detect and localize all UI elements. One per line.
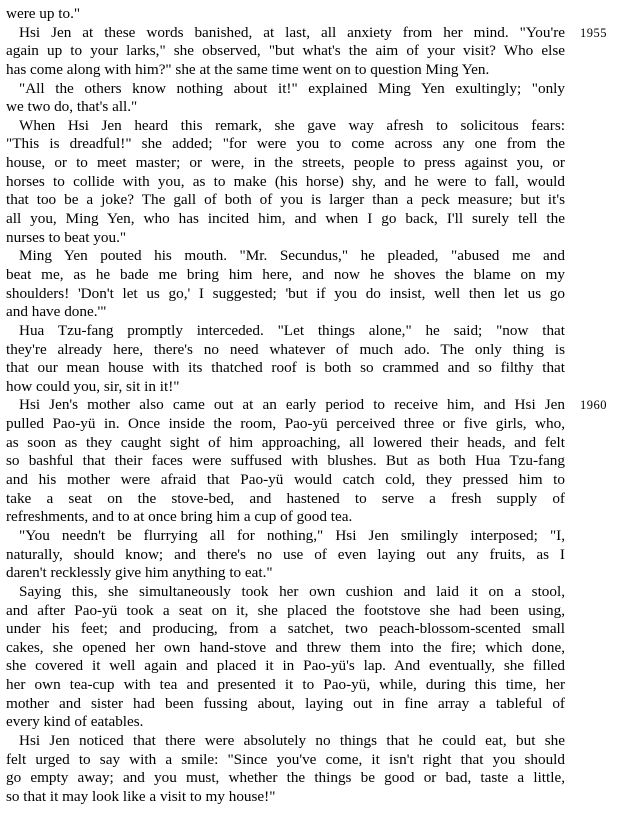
text-column: [6, 5, 607, 807]
text-line-content: Ming Yen pouted his mouth. "Mr. Secundus," he pleaded, "abused me and: [19, 247, 565, 265]
text-line: [6, 154, 565, 173]
text-line: [6, 210, 565, 229]
text-line-content: and his mother were afraid that Pao-yü would catch cold, they pressed him to: [6, 471, 565, 489]
text-line-content: "All the others know nothing about it!" explained Ming Yen exultingly; "only: [19, 79, 565, 97]
text-line: [6, 546, 565, 565]
text-line-content: and have done.'": [6, 303, 107, 321]
text-line: [6, 396, 607, 415]
text-line: [6, 713, 565, 732]
text-line-content: so that it may look like a visit to my house!": [6, 787, 276, 805]
text-line-content: nurses to beat you.": [6, 228, 127, 246]
text-line-content: naturally, should know; and there's no use of even laying out any fruits, as I: [6, 545, 565, 563]
text-line: [6, 695, 565, 714]
text-line-content: they're already here, there's no need whatever of much ado. The only thing is: [6, 340, 565, 358]
text-line-content: that too be a joke? The gall of both of you is larger than a peck measure; but it's: [6, 191, 565, 209]
text-line-content: take a seat on the stove-bed, and hastened to serve a fresh supply of: [6, 489, 565, 507]
text-line: [6, 415, 565, 434]
text-line-content: "This is dreadful!" she added; "for were you to come across any one from the: [6, 135, 565, 153]
text-line-content: Saying this, she simultaneously took her own cushion and laid it on a stool,: [19, 582, 565, 600]
text-line-content: daren't recklessly give him anything to eat.": [6, 564, 273, 582]
text-line: [6, 508, 565, 527]
text-line-content: Hsi Jen noticed that there were absolutely no things that he could eat, but she: [19, 731, 565, 749]
text-line-content: again up to your larks," she observed, "but what's the aim of your visit? Who else: [6, 42, 565, 60]
text-line: [6, 527, 565, 546]
text-line-content: she covered it well again and placed it in Pao-yü's lap. And eventually, she filled: [6, 657, 565, 675]
text-line: [6, 322, 565, 341]
text-line: [6, 788, 565, 807]
text-line: [6, 135, 565, 154]
text-line: [6, 303, 565, 322]
text-line-content: refreshments, and to at once bring him a cup of good tea.: [6, 508, 353, 526]
text-line: [6, 5, 565, 24]
text-line-content: shoulders! 'Don't let us go,' I suggested; 'but if you do insist, well then let us go: [6, 284, 565, 302]
text-line-content: When Hsi Jen heard this remark, she gave way afresh to solicitous fears:: [19, 116, 565, 134]
text-line-content: Hua Tzu-fang promptly interceded. "Let things alone," he said; "now that: [19, 321, 565, 339]
text-line-content: under his feet; and producing, from a satchet, two peach-blossom-scented small: [6, 620, 565, 638]
margin-line-number: 1955: [580, 25, 607, 40]
text-line: [6, 639, 565, 658]
text-line: [6, 378, 565, 397]
text-line: [6, 657, 565, 676]
text-line-content: horses to collide with you, as to make (his horse) shy, and he were to fall, would: [6, 172, 565, 190]
text-line-content: mother and sister had been fussing about, laying out in fine array a tableful of: [6, 694, 565, 712]
text-line: [6, 751, 565, 770]
text-line: [6, 42, 565, 61]
text-line: [6, 61, 565, 80]
text-line-content: pulled Pao-yü in. Once inside the room, Pao-yü perceived three or five girls, who,: [6, 415, 565, 433]
text-line-content: that our mean house with its thatched roof is both so crammed and so filthy that: [6, 359, 565, 377]
text-line-content: we two do, that's all.": [6, 98, 138, 116]
text-line: [6, 341, 565, 360]
text-line: [6, 23, 607, 43]
text-line-content: Hsi Jen at these words banished, at last, all anxiety from her mind. "You're: [19, 23, 565, 41]
margin-line-number: 1960: [580, 398, 607, 413]
text-line-content: has come along with him?" she at the same time went on to question Ming Yen.: [6, 60, 490, 78]
text-line-content: every kind of eatables.: [6, 713, 144, 731]
text-line-content: her own tea-cup with tea and presented it to Pao-yü, while, during this time, her: [6, 676, 565, 694]
text-line-content: all you, Ming Yen, who has incited him, and when I go back, I'll surely tell the: [6, 210, 565, 228]
text-line-content: and after Pao-yü took a seat on it, she placed the footstove she had been using,: [6, 601, 565, 619]
text-line: [6, 564, 565, 583]
text-line: [6, 266, 565, 285]
text-line: [6, 191, 565, 210]
text-line-content: were up to.": [6, 5, 81, 22]
text-line: [6, 434, 565, 453]
text-line: [6, 583, 565, 602]
text-line: [6, 359, 565, 378]
text-line: [6, 620, 565, 639]
text-line: [6, 285, 565, 304]
text-line-content: house, or to meet master; or were, in the streets, people to press against you, or: [6, 154, 565, 172]
text-line: [6, 452, 565, 471]
text-line: [6, 732, 565, 751]
text-line-content: go empty away; and you must, whether the things be good or bad, taste a little,: [6, 769, 565, 787]
text-line: [6, 247, 565, 266]
text-line-content: felt urged to say with a smile: "Since you've come, it isn't right that you should: [6, 750, 565, 768]
text-line: [6, 471, 565, 490]
text-line: [6, 490, 565, 509]
text-line: [6, 229, 565, 248]
text-line: [6, 98, 565, 117]
text-line-content: cakes, she opened her own hand-stove and threw them into the fire; which done,: [6, 638, 565, 656]
text-line-content: as soon as they caught sight of him approaching, all lowered their heads, and felt: [6, 433, 565, 451]
text-line: [6, 676, 565, 695]
text-line: [6, 80, 565, 99]
text-line-content: how could you, sir, sit in it!": [6, 377, 180, 395]
text-line-content: so bashful that their faces were suffused with blushes. But as both Hua Tzu-fang: [6, 452, 565, 470]
text-line: [6, 173, 565, 192]
text-line-content: Hsi Jen's mother also came out at an early period to receive him, and Hsi Jen: [19, 396, 565, 414]
text-line: [6, 602, 565, 621]
text-line: [6, 769, 565, 788]
text-line: [6, 117, 565, 136]
text-line-content: beat me, as he bade me bring him here, and now he shoves the blame on my: [6, 265, 565, 283]
text-line-content: "You needn't be flurrying all for nothing," Hsi Jen smilingly interposed; "I,: [19, 526, 565, 544]
